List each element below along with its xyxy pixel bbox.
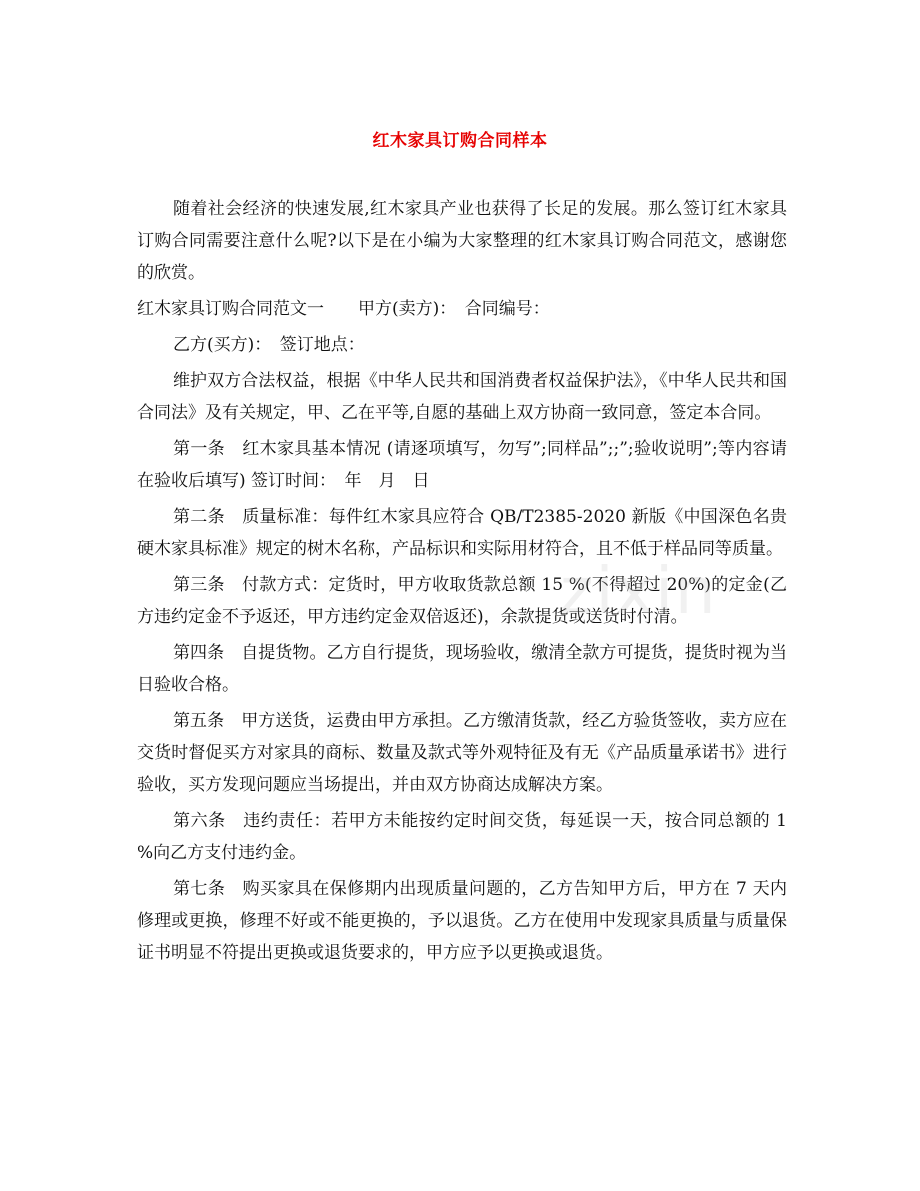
paragraph-party-b: 乙方(买方)： 签订地点： (173, 335, 365, 355)
watermark: zixin (560, 555, 718, 629)
paragraph-article-7: 第七条 购买家具在保修期内出现质量问题的，乙方告知甲方后，甲方在 7 天内修理或更换，修理不好或不能更换的，予以退货。乙方在使用中发现家具质量与质量保证书明显不符提出更换或退货要求的，甲方应予以更换或退货。 (137, 879, 787, 963)
paragraph-article-6: 第六条 违约责任：若甲方未能按约定时间交货，每延误一天，按合同总额的 1 %向乙方支付违约金。 (137, 811, 787, 863)
paragraph-article-1: 第一条 红木家具基本情况 (请逐项填写，勿写”;同样品”;;”;验收说明”;等内容请在验收后填写) 签订时间： 年 月 日 (137, 439, 787, 491)
document-body (137, 193, 787, 973)
paragraph-article-4: 第四条 自提货物。乙方自行提货，现场验收，缴清全款方可提货，提货时视为当日验收合格。 (137, 643, 787, 695)
paragraph-intro: 随着社会经济的快速发展,红木家具产业也获得了长足的发展。那么签订红木家具订购合同需要注意什么呢?以下是在小编为大家整理的红木家具订购合同范文，感谢您的欣赏。 (137, 199, 787, 283)
paragraph-article-3: 第三条 付款方式：定货时，甲方收取货款总额 15 %(不得超过 20%)的定金(乙方违约定金不予返还，甲方违约定金双倍返还)，余款提货或送货时付清。 (137, 575, 787, 627)
paragraph-preamble: 维护双方合法权益，根据《中华人民共和国消费者权益保护法》，《中华人民共和国合同法》及有关规定，甲、乙在平等,自愿的基础上双方协商一致同意，签定本合同。 (137, 371, 787, 423)
paragraph-contract-header: 红木家具订购合同范文一 甲方(卖方)： 合同编号： (137, 299, 550, 319)
paragraph-article-5: 第五条 甲方送货，运费由甲方承担。乙方缴清货款，经乙方验货签收，卖方应在交货时督促买方对家具的商标、数量及款式等外观特征及有无《产品质量承诺书》进行验收，买方发现问题应当场提出，并由双方协商达成解决方案。 (137, 711, 787, 795)
page-title: 红木家具订购合同样本 (372, 131, 548, 151)
paragraph-article-2: 第二条 质量标准：每件红木家具应符合 QB/T2385-2020 新版《中国深色名贵硬木家具标准》规定的树木名称，产品标识和实际用材符合，且不低于样品同等质量。 (137, 507, 787, 559)
